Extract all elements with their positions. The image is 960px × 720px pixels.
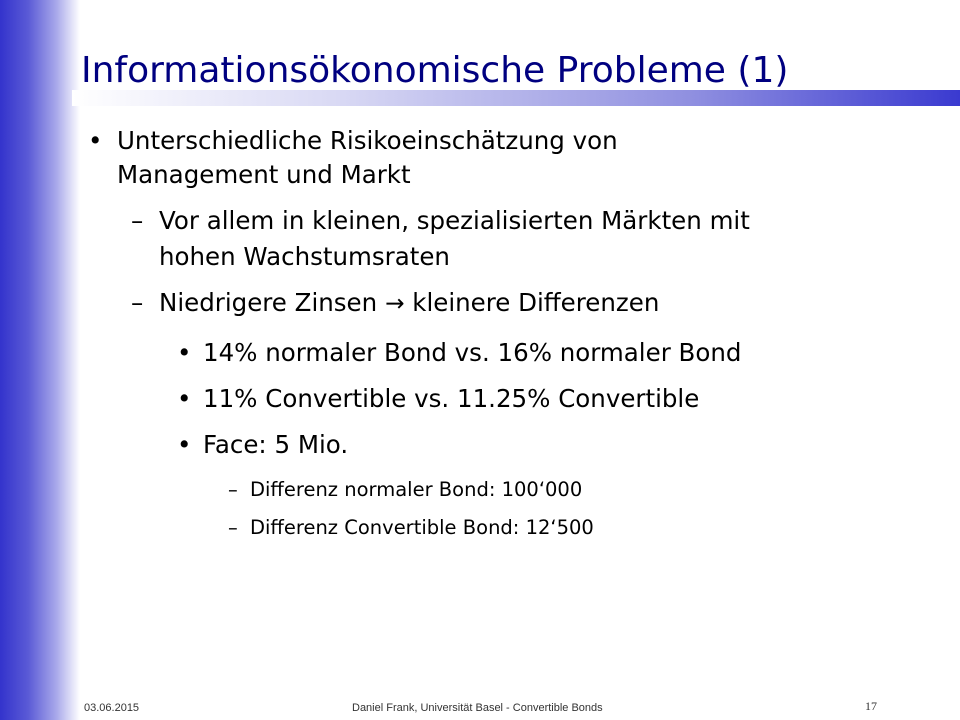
dash-marker: – bbox=[131, 206, 144, 235]
page-number: 17 bbox=[865, 699, 877, 713]
bullet-line: Face: 5 Mio. bbox=[203, 430, 349, 459]
bullet-marker: • bbox=[177, 384, 192, 413]
bullet-line: hohen Wachstumsraten bbox=[159, 242, 450, 271]
footer-author: Daniel Frank, Universität Basel - Convertible Bonds bbox=[352, 702, 603, 714]
bullet-line: 14% normaler Bond vs. 16% normaler Bond bbox=[203, 338, 742, 367]
bullet-line bbox=[159, 288, 659, 317]
bullet-marker: • bbox=[177, 430, 192, 459]
bullet-line: Unterschiedliche Risikoeinschätzung von bbox=[117, 126, 618, 155]
bullet-line: Management und Markt bbox=[117, 160, 411, 189]
bullet-marker: • bbox=[88, 126, 103, 155]
slide-title: Informationsökonomische Probleme (1) bbox=[81, 50, 789, 91]
right-arrow-icon: → bbox=[384, 290, 405, 317]
bullet-text-after: kleinere Differenzen bbox=[412, 288, 660, 317]
footer-date: 03.06.2015 bbox=[84, 702, 140, 714]
dash-marker: – bbox=[131, 288, 144, 317]
title-underline-bar bbox=[72, 90, 960, 106]
bullet-line: Differenz Convertible Bond: 12‘500 bbox=[250, 516, 594, 539]
left-gradient-band bbox=[0, 0, 80, 720]
bullet-marker: • bbox=[177, 338, 192, 367]
bullet-line: Vor allem in kleinen, spezialisierten Märkten mit bbox=[159, 206, 750, 235]
bullet-line: 11% Convertible vs. 11.25% Convertible bbox=[203, 384, 700, 413]
bullet-line: Differenz normaler Bond: 100‘000 bbox=[250, 478, 583, 501]
bullet-text-before: Niedrigere Zinsen bbox=[159, 288, 378, 317]
dash-marker: – bbox=[228, 516, 238, 539]
dash-marker: – bbox=[228, 478, 238, 501]
